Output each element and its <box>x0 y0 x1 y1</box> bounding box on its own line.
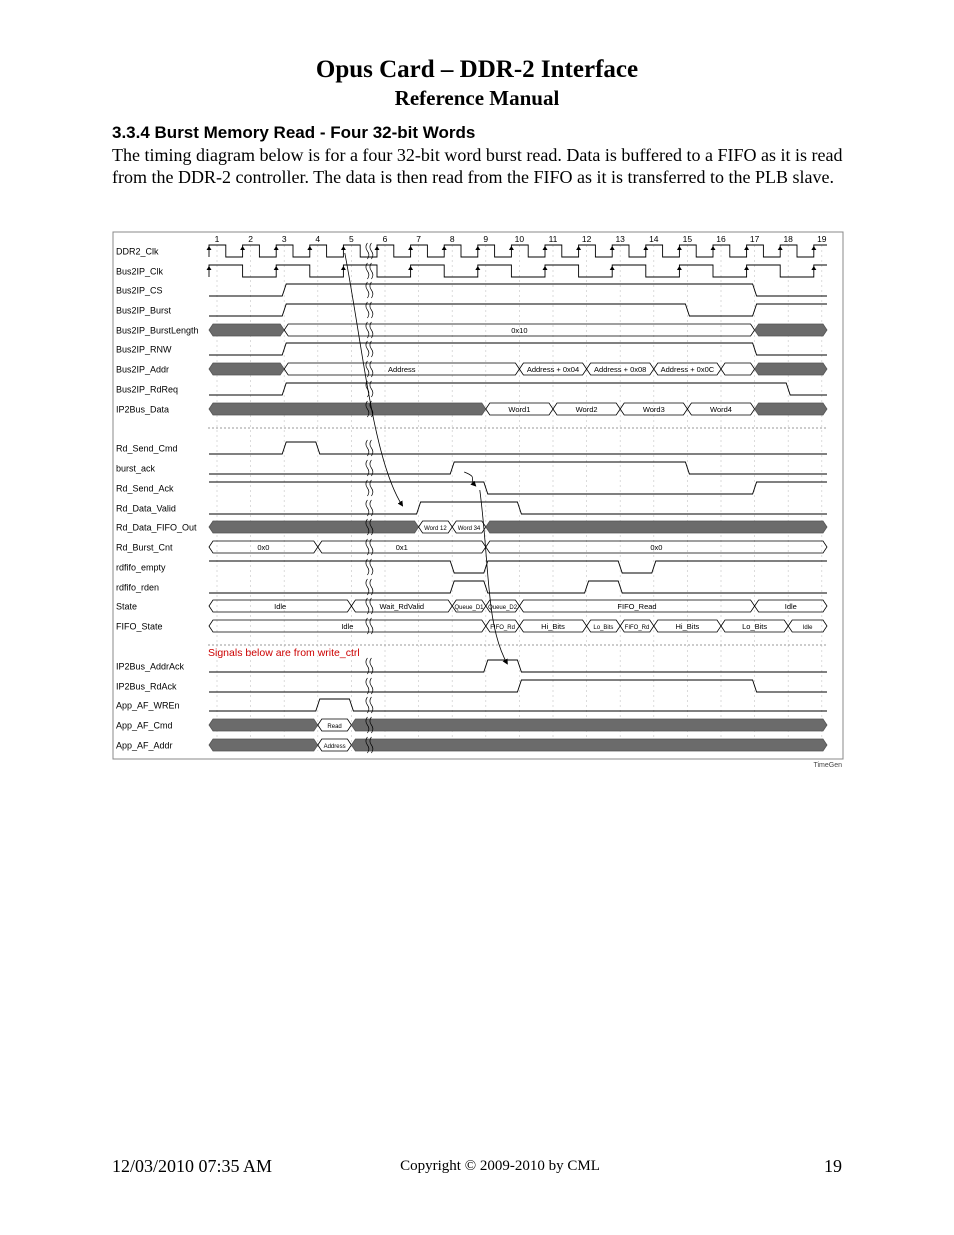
bus-undefined-segment <box>755 403 827 415</box>
bus-value-label: FIFO_Rd <box>490 625 515 631</box>
bus-undefined-segment <box>209 739 318 751</box>
waveform-rdfifo-rden <box>209 581 827 593</box>
arrow-to-rd-send-ack <box>464 472 476 486</box>
clock-number: 9 <box>483 234 489 244</box>
waveform-rdfifo-empty <box>209 561 827 573</box>
bus-value-label: Word 12 <box>424 526 447 532</box>
bus-value-label: FIFO_Read <box>617 602 657 611</box>
waveform-ip2bus-rdack <box>209 680 827 692</box>
clock-number: 11 <box>548 234 558 244</box>
time-break-mark <box>366 618 373 634</box>
signal-label: Bus2IP_Clk <box>116 266 164 277</box>
footer-copyright: Copyright © 2009-2010 by CML <box>400 1158 600 1174</box>
bus-undefined-segment <box>351 719 827 731</box>
cycle-gridlines <box>217 245 822 751</box>
signal-label: rdfifo_empty <box>116 562 166 573</box>
clock-number: 7 <box>416 234 421 244</box>
time-break-marks <box>366 243 373 753</box>
bus-value-label: Word4 <box>710 405 732 414</box>
bus-value-label: Word3 <box>642 405 665 414</box>
clock-number: 10 <box>514 234 525 244</box>
waveform-rd-data-valid <box>209 502 827 514</box>
clock-number: 13 <box>615 234 625 244</box>
bus-value-label: Hi_Bits <box>675 622 700 631</box>
page-number: 19 <box>824 1156 842 1176</box>
waveform-ip2bus-addrack <box>209 660 827 672</box>
bus-value-label: Queue_D2 <box>488 605 518 611</box>
bus-undefined-segment <box>755 324 827 336</box>
bus-value-label: Word2 <box>575 405 598 414</box>
clock-number: 4 <box>315 234 321 244</box>
bus-value-label: Queue_D1 <box>454 605 484 611</box>
write-ctrl-note: Signals below are from write_ctrl <box>208 647 360 659</box>
bus-value-label: 0x1 <box>395 543 408 552</box>
clock-number: 5 <box>349 234 354 244</box>
signal-label: Bus2IP_RdReq <box>116 384 179 395</box>
signal-label: Bus2IP_Burst <box>116 305 172 316</box>
signal-label: Rd_Data_Valid <box>116 503 176 514</box>
bus-value-label: Lo_Bits <box>742 622 768 631</box>
signal-label: Bus2IP_BurstLength <box>116 325 199 336</box>
clock-number: 3 <box>281 234 287 244</box>
time-break-mark <box>366 598 373 614</box>
bus-values <box>209 324 827 751</box>
signal-label: App_AF_Addr <box>116 740 173 751</box>
bus-undefined-segment <box>209 403 486 415</box>
timing-diagram <box>112 231 847 776</box>
signal-label: IP2Bus_Data <box>116 404 170 415</box>
bus-undefined-segment <box>209 719 318 731</box>
waveform-bus2ip-burst <box>209 304 827 316</box>
waveform-rd-send-ack <box>209 482 827 494</box>
clock-number: 17 <box>749 234 760 244</box>
clock-ddr2-clk <box>209 245 827 257</box>
bus-value-label: Word 34 <box>457 526 481 532</box>
clock-bus2ip-clk <box>209 265 827 277</box>
timegen-watermark: TimeGen <box>813 762 842 769</box>
waveform-rd-send-cmd <box>209 442 827 454</box>
bus-value-label: Address + 0x0C <box>660 365 715 374</box>
bus-undefined-segment <box>209 324 284 336</box>
signal-label: Bus2IP_RNW <box>116 344 172 355</box>
signal-label: Rd_Data_FIFO_Out <box>116 522 197 533</box>
clock-number: 2 <box>248 234 253 244</box>
clock-number: 6 <box>382 234 388 244</box>
bus-value-label: FIFO_Rd <box>624 625 650 631</box>
signal-label: App_AF_Cmd <box>116 720 173 731</box>
page-title: Opus Card – DDR-2 Interface <box>315 56 639 83</box>
signal-label: burst_ack <box>116 463 156 474</box>
bus-value-label: Wait_RdValid <box>379 602 425 611</box>
signal-label: Bus2IP_CS <box>116 285 163 296</box>
clock-number: 12 <box>581 234 592 244</box>
bus-undefined-segment <box>351 739 827 751</box>
bus-value-label: Hi_Bits <box>541 622 565 631</box>
bus-value-label: Address + 0x08 <box>594 365 647 374</box>
bus-value-label: Idle <box>802 625 813 631</box>
clock-number: 16 <box>716 234 726 244</box>
bus-value-label: Address <box>388 365 416 374</box>
bus-undefined-segment <box>209 363 284 375</box>
clock-number: 1 <box>214 234 220 244</box>
bus-value-label: Lo_Bits <box>593 625 614 631</box>
bus-value-label: 0x10 <box>511 326 528 335</box>
signal-label: IP2Bus_AddrAck <box>116 661 185 672</box>
arrow-to-ip2bus-addrack <box>480 490 508 664</box>
waveform-bus2ip-rdreq <box>209 383 827 395</box>
signal-label: App_AF_WREn <box>116 700 180 711</box>
clock-number: 18 <box>783 234 793 244</box>
waveform-bus2ip-rnw <box>209 343 827 355</box>
bus-value-label: Idle <box>784 602 797 611</box>
signal-label: IP2Bus_RdAck <box>116 681 177 692</box>
signal-label: Rd_Send_Cmd <box>116 443 178 454</box>
footer-date: 12/03/2010 07:35 AM <box>112 1156 273 1176</box>
bus-undefined-segment <box>486 521 827 533</box>
signal-label: FIFO_State <box>116 621 163 632</box>
bus-value-label: Word1 <box>508 405 531 414</box>
bus-value-label: Idle <box>341 622 354 631</box>
bus-value-label: Read <box>327 724 342 730</box>
signal-label: DDR2_Clk <box>116 246 159 257</box>
signal-labels <box>116 247 199 751</box>
bus-value-label: 0x0 <box>257 543 270 552</box>
clock-number: 19 <box>817 234 827 244</box>
clock-number: 14 <box>649 234 659 244</box>
section-heading: 3.3.4 Burst Memory Read - Four 32-bit Words <box>112 123 476 142</box>
signal-label: Rd_Burst_Cnt <box>116 542 173 553</box>
bus-value-label: Idle <box>274 602 287 611</box>
waveform-bus2ip-cs <box>209 284 827 296</box>
arrow-to-rd-data-valid <box>345 253 403 506</box>
signal-label: Bus2IP_Addr <box>116 364 170 375</box>
clock-numbers <box>215 234 827 244</box>
section-body: The timing diagram below is for a four 32-bit word burst read. Data is buffered to a FIFO as it is read from the DDR-2 controller. The data is then read from the FIFO as it is transferred to the PLB slave. <box>112 145 843 187</box>
bus-value-label: Address <box>323 744 346 750</box>
signal-label: Rd_Send_Ack <box>116 483 174 494</box>
bus-undefined-segment <box>755 363 827 375</box>
bus-value-label: Address + 0x04 <box>526 365 580 374</box>
bus-value-label: 0x0 <box>650 543 663 552</box>
clock-number: 8 <box>449 234 455 244</box>
waveform-app-af-wren <box>209 699 827 711</box>
page-subtitle: Reference Manual <box>394 86 560 110</box>
waveforms <box>207 245 828 711</box>
signal-label: rdfifo_rden <box>116 582 160 593</box>
waveform-burst-ack <box>209 462 827 474</box>
signal-label: State <box>116 601 138 612</box>
bus-value-segment <box>721 363 755 375</box>
bus-undefined-segment <box>209 521 419 533</box>
time-break-mark <box>366 539 373 555</box>
clock-number: 15 <box>682 234 693 244</box>
